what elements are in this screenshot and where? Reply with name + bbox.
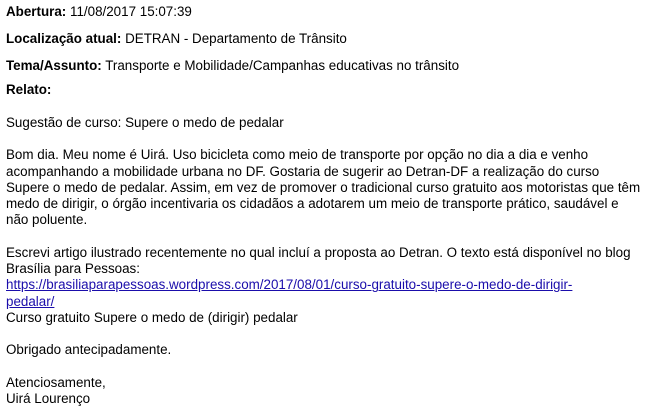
article-title: Curso gratuito Supere o medo de (dirigir) pedalar xyxy=(6,309,298,325)
ticket-content xyxy=(6,4,642,407)
tema-row xyxy=(6,58,642,74)
localizacao-label: Localização atual: xyxy=(6,31,122,46)
thanks-text: Obrigado antecipadamente. xyxy=(6,342,172,358)
relato-subject: Sugestão de curso: Supere o medo de pedalar xyxy=(6,115,284,130)
abertura-value: 11/08/2017 15:07:39 xyxy=(70,4,192,19)
relato-paragraph-2 xyxy=(6,245,642,326)
relato-paragraph-1: Bom dia. Meu nome é Uirá. Uso bicicleta como meio de transporte por opção no dia a dia e venho acompanhando a mobilidade urbana no DF. Gostaria de sugerir ao Detran-DF a realização do curso Supere o medo de pedalar. Assim, em vez de promover o tradicional curso gratuito aos motoristas que têm medo de dirigir, o órgão incentivaria os cidadãos a adotarem um meio de transporte prático, saudável e não poluente. xyxy=(6,147,641,228)
relato-label: Relato: xyxy=(6,82,52,97)
abertura-label: Abertura: xyxy=(6,4,67,19)
relato-row xyxy=(6,82,642,98)
abertura-row xyxy=(6,4,642,20)
closing-text: Atenciosamente, xyxy=(6,374,106,390)
localizacao-row xyxy=(6,31,642,47)
blog-link-part-1[interactable]: https://brasiliaparapessoas.wordpress.com/2017/08/01/curso-gratuito-supere-o-medo-de-dirigir- xyxy=(6,277,573,293)
blog-link-part-2[interactable]: pedalar/ xyxy=(6,293,55,309)
localizacao-value: DETRAN - Departamento de Trânsito xyxy=(125,31,347,46)
tema-label: Tema/Assunto: xyxy=(6,58,102,73)
signature-text: Uirá Lourenço xyxy=(6,390,91,406)
relato-paragraph-2-text: Escrevi artigo ilustrado recentemente no qual incluí a proposta ao Detran. O texto está disponível no blog Brasília para Pessoas: xyxy=(6,244,631,277)
tema-value: Transporte e Mobilidade/Campanhas educativas no trânsito xyxy=(105,58,460,73)
closing-block xyxy=(6,375,642,407)
